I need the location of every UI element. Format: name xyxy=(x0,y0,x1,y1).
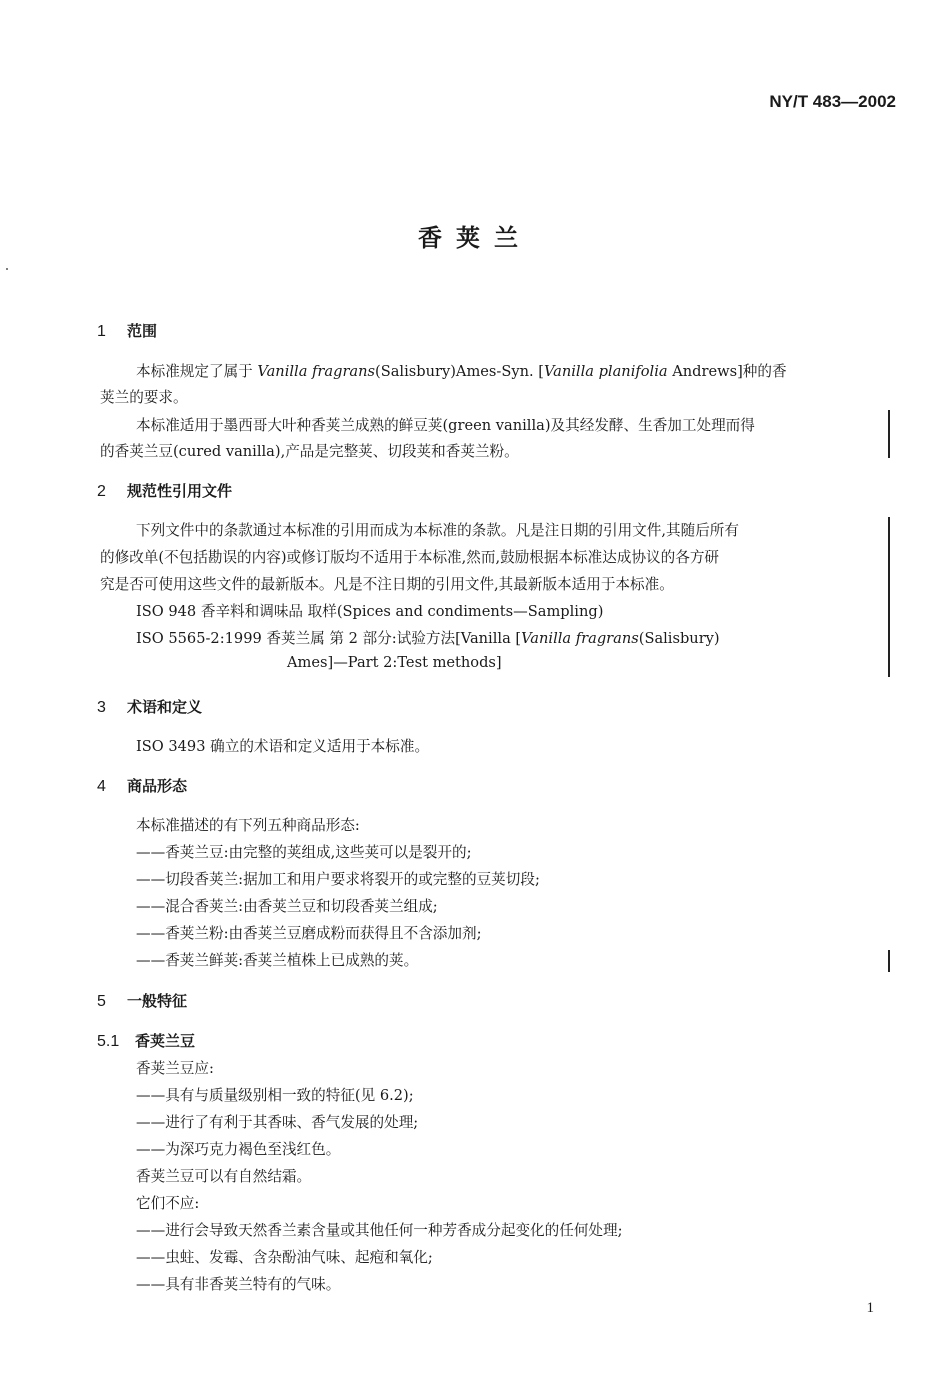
requirement-line: 香荚兰豆可以有自然结霜。 xyxy=(136,1168,312,1185)
text-run: (Salisbury)Ames-Syn. [ xyxy=(375,363,544,380)
section-5-heading xyxy=(97,990,187,1011)
references-paragraph-line-1: 下列文件中的条款通过本标准的引用而成为本标准的条款。凡是注日期的引用文件,其随后所有 xyxy=(136,522,739,539)
section-title: 范围 xyxy=(127,322,158,340)
list-item: ——香荚兰粉:由香荚兰豆磨成粉而获得且不含添加剂; xyxy=(136,925,482,942)
forms-intro: 本标准描述的有下列五种商品形态: xyxy=(136,817,360,834)
scope-paragraph-2-line-1: 本标准适用于墨西哥大叶种香荚兰成熟的鲜豆荚(green vanilla)及其经发酵、生香加工处理而得 xyxy=(136,417,755,434)
reference-iso-5565-2-continued: Ames]—Part 2:Test methods] xyxy=(287,654,502,671)
subsection-title: 香荚兰豆 xyxy=(135,1032,196,1050)
section-3-heading xyxy=(97,696,202,717)
list-item: ——为深巧克力褐色至浅红色。 xyxy=(136,1141,341,1158)
section-title: 商品形态 xyxy=(127,777,188,795)
scope-paragraph-1-line-1 xyxy=(136,360,787,381)
reference-iso-948: ISO 948 香辛料和调味品 取样(Spices and condiments—Sampling) xyxy=(136,603,604,620)
text-run: (Salisbury) xyxy=(638,630,720,647)
document-title: 香荚兰 xyxy=(418,224,532,252)
section-number: 3 xyxy=(97,699,106,716)
scope-paragraph-1-line-2: 荚兰的要求。 xyxy=(100,389,188,406)
species-name: Vanilla fragrans xyxy=(257,363,376,380)
references-paragraph-line-2: 的修改单(不包括勘误的内容)或修订版均不适用于本标准,然而,鼓励根据本标准达成协议的各方研 xyxy=(100,549,720,566)
section-number: 5 xyxy=(97,993,106,1010)
list-item: ——香荚兰鲜荚:香荚兰植株上已成熟的荚。 xyxy=(136,952,419,969)
reference-iso-5565-2 xyxy=(136,627,720,648)
references-paragraph-line-3: 究是否可使用这些文件的最新版本。凡是不注日期的引用文件,其最新版本适用于本标准。 xyxy=(100,576,674,593)
species-name: Vanilla planifolia xyxy=(543,363,668,380)
scan-speck xyxy=(6,268,8,270)
section-number: 4 xyxy=(97,778,106,795)
section-title: 一般特征 xyxy=(127,992,188,1010)
text-run: ISO 5565-2:1999 香荚兰属 第 2 部分:试验方法[Vanilla [ xyxy=(136,630,522,647)
list-item: ——混合香荚兰:由香荚兰豆和切段香荚兰组成; xyxy=(136,898,438,915)
list-item: ——进行会导致天然香兰素含量或其他任何一种芳香成分起变化的任何处理; xyxy=(136,1222,623,1239)
page-number: 1 xyxy=(866,1300,874,1316)
revision-bar xyxy=(888,950,890,972)
requirement-line: 香荚兰豆应: xyxy=(136,1060,214,1077)
subsection-5-1-heading xyxy=(97,1030,195,1051)
terms-paragraph: ISO 3493 确立的术语和定义适用于本标准。 xyxy=(136,738,430,755)
scope-paragraph-2-line-2: 的香荚兰豆(cured vanilla),产品是完整荚、切段荚和香荚兰粉。 xyxy=(100,443,519,460)
list-item: ——切段香荚兰:据加工和用户要求将裂开的或完整的豆荚切段; xyxy=(136,871,540,888)
section-number: 2 xyxy=(97,483,106,500)
section-number: 1 xyxy=(97,323,106,340)
standard-code: NY/T 483—2002 xyxy=(769,92,896,111)
list-item: ——虫蛀、发霉、含杂酚油气味、起疱和氧化; xyxy=(136,1249,433,1266)
requirement-line: 它们不应: xyxy=(136,1195,200,1212)
list-item: ——进行了有利于其香味、香气发展的处理; xyxy=(136,1114,419,1131)
text-run: 本标准规定了属于 xyxy=(136,363,258,380)
list-item: ——香荚兰豆:由完整的荚组成,这些荚可以是裂开的; xyxy=(136,844,472,861)
section-title: 术语和定义 xyxy=(127,698,203,716)
section-title: 规范性引用文件 xyxy=(127,482,233,500)
section-1-heading xyxy=(97,320,157,341)
revision-bar xyxy=(888,517,890,677)
list-item: ——具有与质量级别相一致的特征(见 6.2); xyxy=(136,1087,414,1104)
section-2-heading xyxy=(97,480,232,501)
species-name: Vanilla fragrans xyxy=(521,630,639,647)
section-4-heading xyxy=(97,775,187,796)
subsection-number: 5.1 xyxy=(97,1033,120,1050)
revision-bar xyxy=(888,410,890,458)
list-item: ——具有非香荚兰特有的气味。 xyxy=(136,1276,341,1293)
text-run: Andrews]种的香 xyxy=(667,363,787,380)
